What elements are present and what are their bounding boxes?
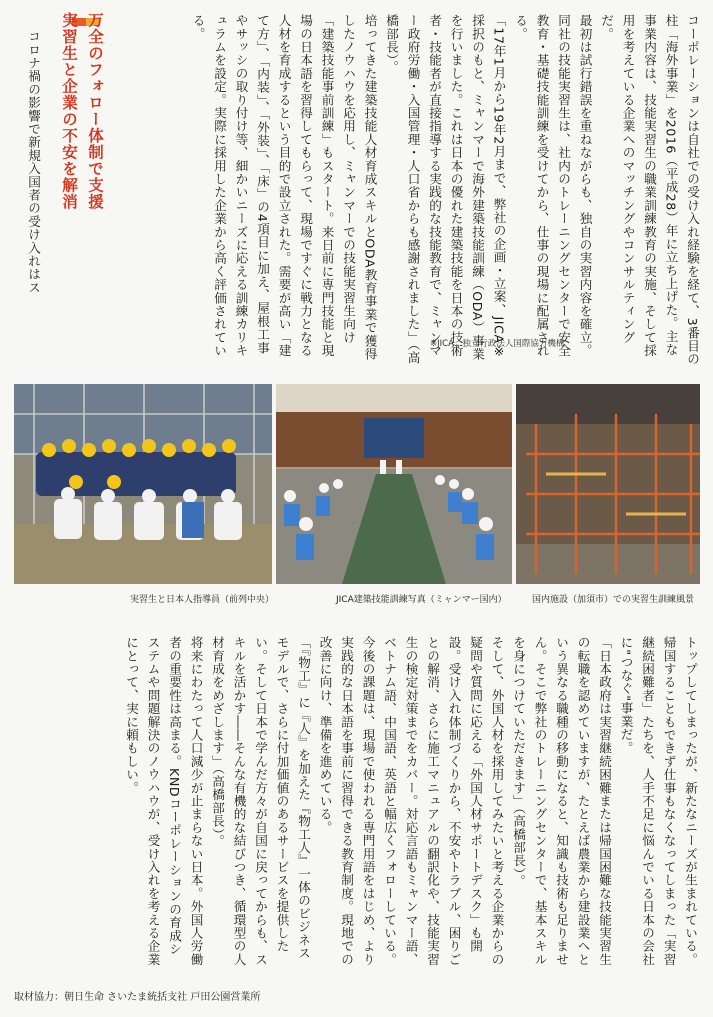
photo-trainees-group [14, 384, 272, 584]
photo-jica-training [276, 384, 512, 584]
paragraph: 最初は試行錯誤を重ねながらも、独自の実習内容を確立。同社の技能実習生は、社内のトレーニングセンターで安全教育・基礎技能訓練を受けてから、仕事の現場に配属される。 [513, 14, 593, 358]
interview-credit: 取材協力：朝日生命 さいたま統括支社 戸田公園営業所 [14, 992, 261, 1003]
caption-photo-1: 実習生と日本人指導員（前列中央） [130, 595, 275, 605]
paragraph: 今後の課題は、現場で使われる専門用語をはじめ、より実践的な日本語を事前に習得できる教育制度。現地での改善に向け、準備を進めている。 [317, 636, 376, 966]
paragraph: コロナ禍の影響で新規入国者の受け入れはス [26, 30, 41, 294]
paragraph: 将来にわたって人口減少が止まらない日本。外国人労働者の重要性は高まる。KNDコーポレーションの育成システムや問題解決のノウハウが、受け入れを考える企業にとって、実に頼もしい。 [124, 636, 204, 966]
caption-photo-3: 国内施設（加須市）での実習生訓練風景 [532, 595, 695, 605]
paragraph: 「17年1月から19年2月まで、弊社の企画・立案、JICA※採択のもと、ミャンマーで海外建築技能訓練（ODA）事業を行いました。これは日本の優れた建築技能を日本の技術者・技能者が直接指導する実践的な技能教育で、ミャンマー政府労働・入国管理・人口省からも感謝されました」（高橋部長）。 [384, 14, 507, 365]
article-body-top [63, 14, 703, 366]
section-heading-line-1: 万全のフォロー体制で支援 [86, 12, 104, 210]
section-heading-line-2: 実習生と企業の不安を解消 [60, 12, 78, 210]
paragraph: 「日本政府は実習継続困難または帰国困難な技能実習生の転職を認めていますが、たとえば農業から建設業へという異なる職種の移動になると、知識も技術も足りません。そこで弊社のトレーニングセンターで、基本スキルを身につけていただきます」（高橋部長）。 [511, 636, 612, 966]
paragraph: 「『物工』に『人』を加えた『物工人』一体のビジネスモデルで、さらに付加価値のあるサービスを提供したい。そして日本で学んだ方々が自国に戻ってからも、スキルを活かす――そんな有機的な結びつき、循環型の人材育成をめざします」（高橋部長）。 [210, 636, 311, 966]
article-body-top-last [14, 30, 44, 360]
footnote: ※JICA…独立行政法人国際協力機構 [430, 339, 565, 349]
section-heading [56, 12, 108, 372]
article-body-bottom [11, 636, 701, 966]
paragraph: そして、外国人材を採用してみたいと考える企業からの疑問や質問に応える「外国人材サポートデスク」も開設。受け入れ体制づくりから、不安やトラブル、困りごとの解消、さらに施工マニュアルの翻訳化や、技能実習生の検定対策までをカバー。対応言語もミャンマー語、ベトナム語、中国語、英語と幅広くフォローしている。 [382, 636, 505, 966]
caption-photo-2: JICA建築技能訓練写真（ミャンマー国内） [336, 595, 507, 605]
paragraph: コーポレーションは自社での受け入れ経験を経て、3番目の柱「海外事業」を2016（平成28）年に立ち上げた。主な事業内容は、技能実習生の職業訓練教育の実施、そして採用を考えている企業へのマッチングやコンサルティングだ。 [599, 14, 700, 366]
photo-domestic-facility [516, 384, 700, 584]
paragraph: トップしてしまったが、新たなニーズが生まれている。帰国することもできず仕事もなくなってしまった「実習継続困難者」たちを、人手不足に悩んでいる日本の会社に"つなぐ"事業だ。 [618, 636, 698, 966]
paragraph: 培ってきた建築技能人材育成スキルとODA教育事業で獲得したノウハウを応用し、ミャンマーでの技能実習生向け「建築技能事前訓練」もスタート。来日前に専門技能と現場の日本語を習得してもらって、現場ですぐに戦力となる人材を育成するという目的で設立された。需要が高い「建て方」、「内装」、「外装」、「床」の4項目に加え、屋根工事やサッシの取り付け等、細かいニーズに応える訓練カリキュラムを設定。実際に採用した企業から高く評価されている。 [190, 14, 378, 361]
